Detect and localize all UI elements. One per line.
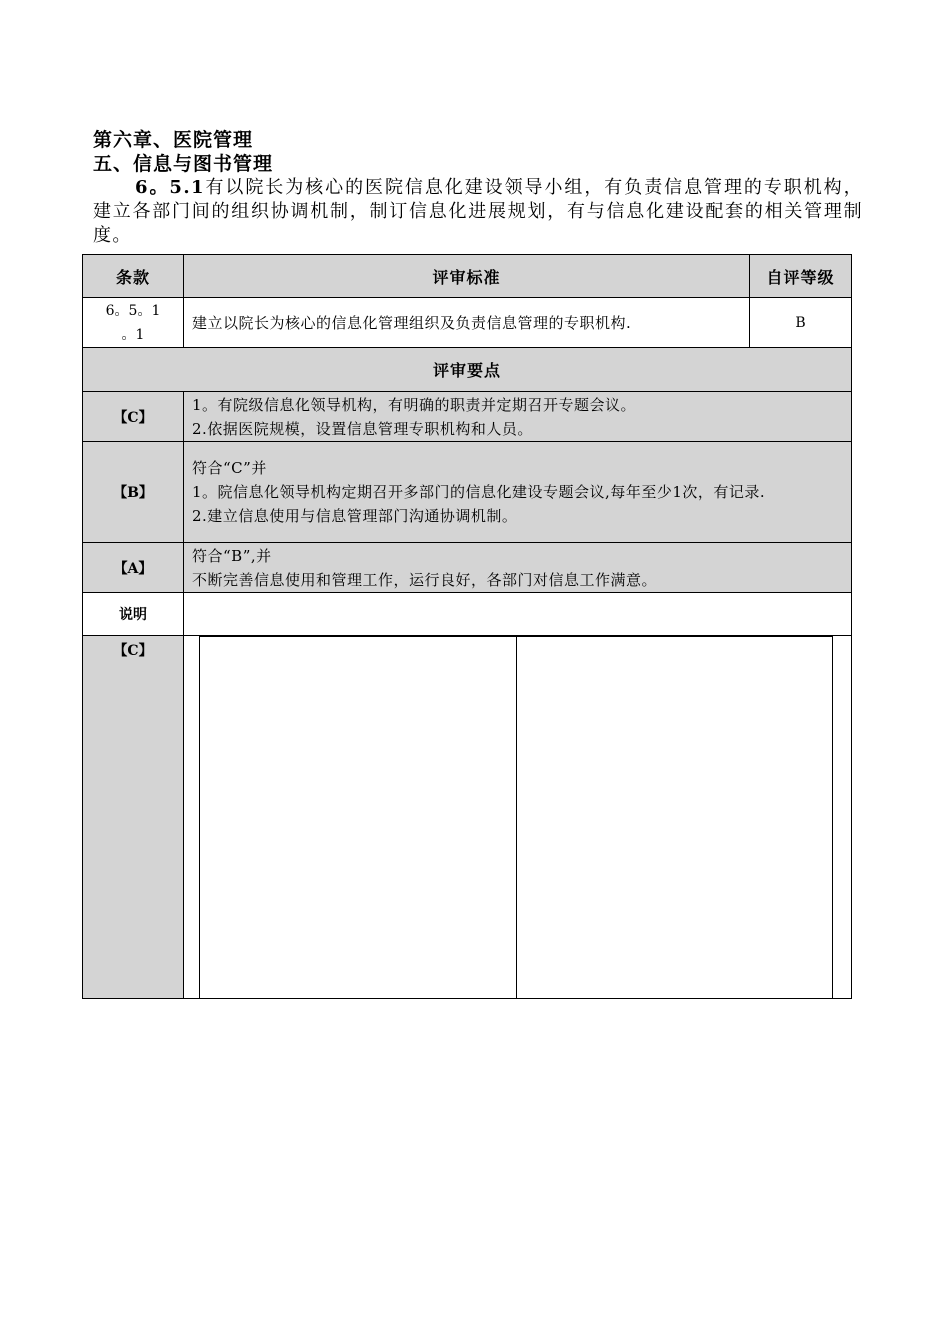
notes-cell — [184, 593, 852, 636]
clause-line-1: 6。5。1 — [105, 302, 161, 319]
bottom-box-area — [184, 636, 852, 999]
level-a-row — [83, 543, 852, 593]
clause-cell — [83, 298, 184, 348]
chapter-title: 第六章、医院管理 — [93, 129, 254, 151]
standard-cell: 建立以院长为核心的信息化管理组织及负责信息管理的专职机构. — [184, 298, 750, 348]
level-c-criteria — [184, 392, 852, 442]
intro-number: 6。5.1 — [135, 177, 205, 198]
level-b-row — [83, 442, 852, 543]
key-points-row — [83, 348, 852, 392]
header-standard: 评审标准 — [184, 255, 750, 298]
inner-box-left — [199, 636, 517, 999]
bottom-row — [83, 636, 852, 999]
level-c-row — [83, 392, 852, 442]
header-grade: 自评等级 — [750, 255, 852, 298]
level-a-line-2: 不断完善信息使用和管理工作，运行良好，各部门对信息工作满意。 — [192, 570, 658, 589]
grade-cell: B — [750, 298, 852, 348]
level-c-line-2: 2.依据医院规模，设置信息管理专职机构和人员。 — [192, 419, 533, 438]
notes-label: 说明 — [83, 593, 184, 636]
header-row — [83, 255, 852, 298]
intro-paragraph — [93, 176, 863, 248]
level-a-criteria — [184, 543, 852, 593]
level-b-criteria — [184, 442, 852, 543]
level-a-line-1: 符合“B”,并 — [192, 546, 272, 565]
header-clause: 条款 — [83, 255, 184, 298]
level-b-line-1: 符合“C”并 — [192, 459, 267, 477]
notes-row — [83, 593, 852, 636]
document-header — [93, 128, 863, 248]
level-a-tag: 【A】 — [83, 543, 184, 593]
level-b-line-3: 2.建立信息使用与信息管理部门沟通协调机制。 — [192, 507, 518, 525]
level-c-line-1: 1。有院级信息化领导机构，有明确的职责并定期召开专题会议。 — [192, 395, 637, 414]
level-b-tag: 【B】 — [83, 442, 184, 543]
inner-box-right — [516, 636, 833, 999]
clause-line-2: 。1 — [121, 326, 145, 343]
level-c-tag: 【C】 — [83, 392, 184, 442]
section-title: 五、信息与图书管理 — [93, 153, 274, 175]
intro-text: 有以院长为核心的医院信息化建设领导小组，有负责信息管理的专职机构，建立各部门间的组织协调机制，制订信息化进展规划，有与信息化建设配套的相关管理制度。 — [93, 177, 864, 246]
standard-row — [83, 298, 852, 348]
bottom-tag: 【C】 — [83, 636, 184, 999]
key-points-title: 评审要点 — [83, 348, 852, 392]
review-table — [82, 254, 852, 999]
level-b-line-2: 1。院信息化领导机构定期召开多部门的信息化建设专题会议,每年至少1次，有记录. — [192, 483, 766, 501]
